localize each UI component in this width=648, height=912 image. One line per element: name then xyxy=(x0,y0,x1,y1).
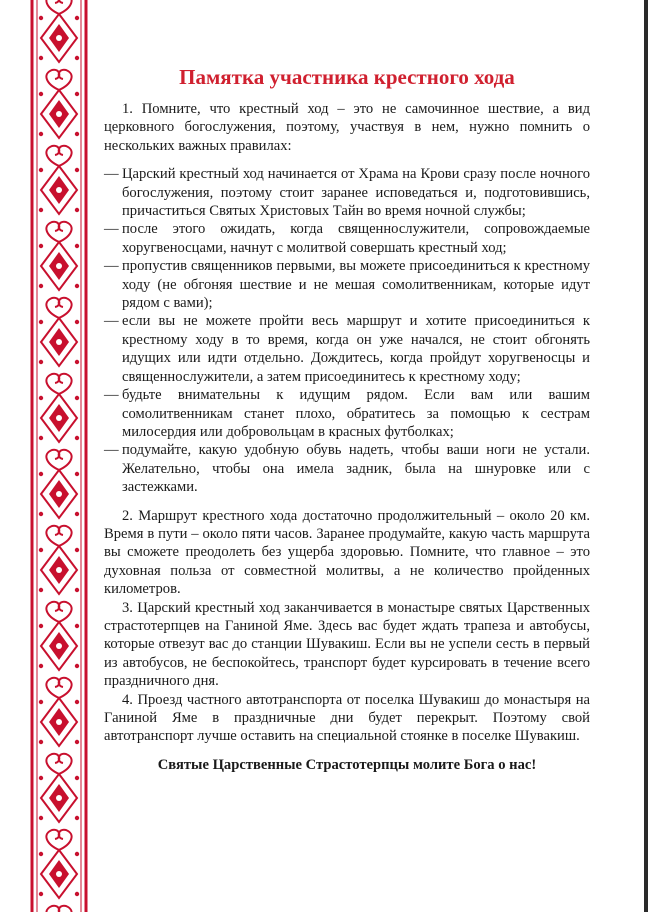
list-item xyxy=(104,312,590,386)
ornament-motif xyxy=(39,892,43,896)
ornament-motif xyxy=(39,56,43,60)
ornament-motif xyxy=(59,298,72,318)
ornament-motif xyxy=(75,208,79,212)
list-item-text: Царский крестный ход начинается от Храма на Крови сразу после ночного богослужения, поэтому стоит заранее исповедаться и, подготовившись, причаститься Святых Христовых Тайн во время ночной службы; xyxy=(122,166,590,220)
ornament-motif xyxy=(46,0,59,14)
ornament-motif xyxy=(59,526,72,546)
ornament-motif xyxy=(75,700,79,704)
ornament-motif xyxy=(39,852,43,856)
ornament-motif xyxy=(75,16,79,20)
list-item xyxy=(104,441,590,496)
ornament-motif xyxy=(46,146,59,166)
ornament-motif xyxy=(59,602,72,622)
ornament-motif xyxy=(39,208,43,212)
ornament-motif xyxy=(59,0,72,14)
transport-paragraph: 4. Проезд частного автотранспорта от поселка Шувакиш до монастыря на Ганиной Яме в праздничные дни будет перекрыт. Поэтому свой автотранспорт лучше оставить на специальной стоянке в поселке Шувакиш. xyxy=(104,691,590,745)
ornament-motif xyxy=(46,830,59,850)
ornament-motif xyxy=(75,56,79,60)
ornament-motif xyxy=(46,754,59,774)
ornament-motif xyxy=(59,450,72,470)
list-dash: — xyxy=(104,258,119,275)
folk-ornament-border-icon xyxy=(30,0,88,912)
ornament-motif xyxy=(56,643,62,649)
finish-paragraph: 3. Царский крестный ход заканчивается в монастыре святых Царственных страстотерпцев на Ганиной Яме. Здесь вас будет ждать трапеза и автобусы, которые отвезут вас до станции Шувакиш. Если вы не успели сесть в первый из автобусов, не беспокойтесь, транспорт будет курсировать в течение всего праздничного дня. xyxy=(104,599,590,690)
ornament-motif xyxy=(75,816,79,820)
ornament-motif xyxy=(39,436,43,440)
ornament-motif xyxy=(39,284,43,288)
ornament-motif xyxy=(39,16,43,20)
ornament-motif xyxy=(59,146,72,166)
ornament-motif xyxy=(56,719,62,725)
ornament-motif xyxy=(56,567,62,573)
ornament-motif xyxy=(39,168,43,172)
ornament-motif xyxy=(39,816,43,820)
ornament-motif xyxy=(39,92,43,96)
ornament-motif xyxy=(39,244,43,248)
list-item xyxy=(104,165,590,220)
list-item-text: подумайте, какую удобную обувь надеть, чтобы ваши ноги не устали. Желательно, чтобы она имела задник, была на шнуровке или с застежками. xyxy=(122,442,590,496)
ornament-motif xyxy=(46,298,59,318)
ornament-motif xyxy=(46,374,59,394)
page-title: Памятка участника крестного хода xyxy=(179,65,515,89)
ornament-motif xyxy=(75,360,79,364)
list-item xyxy=(104,257,590,312)
ornament-motif xyxy=(39,776,43,780)
ornament-motif xyxy=(75,512,79,516)
ornament-motif xyxy=(39,396,43,400)
list-dash: — xyxy=(104,442,119,459)
list-dash: — xyxy=(104,221,119,238)
ornament-motif xyxy=(75,132,79,136)
ornament-motif xyxy=(39,132,43,136)
list-item-text: будьте внимательны к идущим рядом. Если вам или вашим сомолитвенникам станет плохо, обратитесь за помощью к сестрам милосердия или добровольцам в красных футболках; xyxy=(122,387,590,440)
list-item-text: пропустив священников первыми, вы можете присоединиться к крестному ходу (не обгоняя шествие и не мешая сомолитвенникам, которые идут рядом с вами); xyxy=(122,258,590,312)
ornament-motif xyxy=(46,602,59,622)
list-dash: — xyxy=(104,166,119,183)
list-item xyxy=(104,220,590,257)
ornament-motif xyxy=(75,892,79,896)
ornament-motif xyxy=(75,436,79,440)
ornament-motif xyxy=(75,472,79,476)
ornament-motif xyxy=(59,830,72,850)
ornament-motif xyxy=(46,678,59,698)
ornament-motif xyxy=(56,35,62,41)
ornament-motif xyxy=(39,624,43,628)
ornament-motif xyxy=(75,852,79,856)
ornament-motif xyxy=(56,263,62,269)
ornament-motif xyxy=(56,795,62,801)
ornament-motif xyxy=(39,548,43,552)
ornament-motif xyxy=(75,664,79,668)
ornament-motif xyxy=(59,754,72,774)
ornament-motif xyxy=(56,415,62,421)
list-dash: — xyxy=(104,313,119,330)
ornament-motif xyxy=(39,700,43,704)
list-item-text: если вы не можете пройти весь маршрут и хотите присоединиться к крестному ходу в то время, когда он уже начался, не стоит обгонять идущих или идти отдельно. Дождитесь, когда пройдут хоругвеносцы и священнослужители, а затем присоединитесь к крестному ходу; xyxy=(122,313,590,385)
list-dash: — xyxy=(104,387,119,404)
ornament-motif xyxy=(59,678,72,698)
ornament-border xyxy=(30,0,88,912)
ornament-motif xyxy=(56,871,62,877)
ornament-motif xyxy=(59,906,72,912)
ornament-motif xyxy=(46,70,59,90)
ornament-motif xyxy=(39,588,43,592)
ornament-motif xyxy=(46,906,59,912)
ornament-motif xyxy=(46,526,59,546)
rules-list xyxy=(104,165,590,496)
ornament-motif xyxy=(75,396,79,400)
ornament-motif xyxy=(75,320,79,324)
ornament-motif xyxy=(75,624,79,628)
ornament-motif xyxy=(46,450,59,470)
ornament-motif xyxy=(75,548,79,552)
ornament-motif xyxy=(39,472,43,476)
ornament-motif xyxy=(46,222,59,242)
ornament-motif xyxy=(75,588,79,592)
ornament-motif xyxy=(75,244,79,248)
ornament-motif xyxy=(75,740,79,744)
ornament-motif xyxy=(56,339,62,345)
route-paragraph: 2. Маршрут крестного хода достаточно продолжительный – около 20 км. Время в пути – около пяти часов. Заранее продумайте, какую часть маршрута вы сможете преодолеть без ущерба здоровью. Помните, что главное – это духовная польза от совместной молитвы, а не количество пройденных километров. xyxy=(104,507,590,598)
ornament-motif xyxy=(75,776,79,780)
closing-prayer: Святые Царственные Страстотерпцы молите Бога о нас! xyxy=(157,756,537,773)
ornament-motif xyxy=(56,187,62,193)
list-item xyxy=(104,386,590,441)
page-edge xyxy=(644,0,648,912)
ornament-motif xyxy=(39,360,43,364)
list-item-text: после этого ожидать, когда священнослужители, сопровождаемые хоругвеносцами, начнут с молитвой совершать крестный ход; xyxy=(122,221,590,256)
ornament-motif xyxy=(39,320,43,324)
ornament-motif xyxy=(56,491,62,497)
ornament-motif xyxy=(59,222,72,242)
intro-paragraph: 1. Помните, что крестный ход – это не самочинное шествие, а вид церковного богослужения, поэтому, участвуя в нем, нужно помнить о нескольких важных правилах: xyxy=(104,101,590,154)
ornament-motif xyxy=(59,70,72,90)
document-page xyxy=(104,64,590,774)
ornament-motif xyxy=(75,168,79,172)
ornament-motif xyxy=(59,374,72,394)
ornament-motif xyxy=(75,284,79,288)
ornament-motif xyxy=(39,512,43,516)
ornament-motif xyxy=(56,111,62,117)
ornament-motif xyxy=(39,664,43,668)
ornament-motif xyxy=(75,92,79,96)
ornament-motif xyxy=(39,740,43,744)
